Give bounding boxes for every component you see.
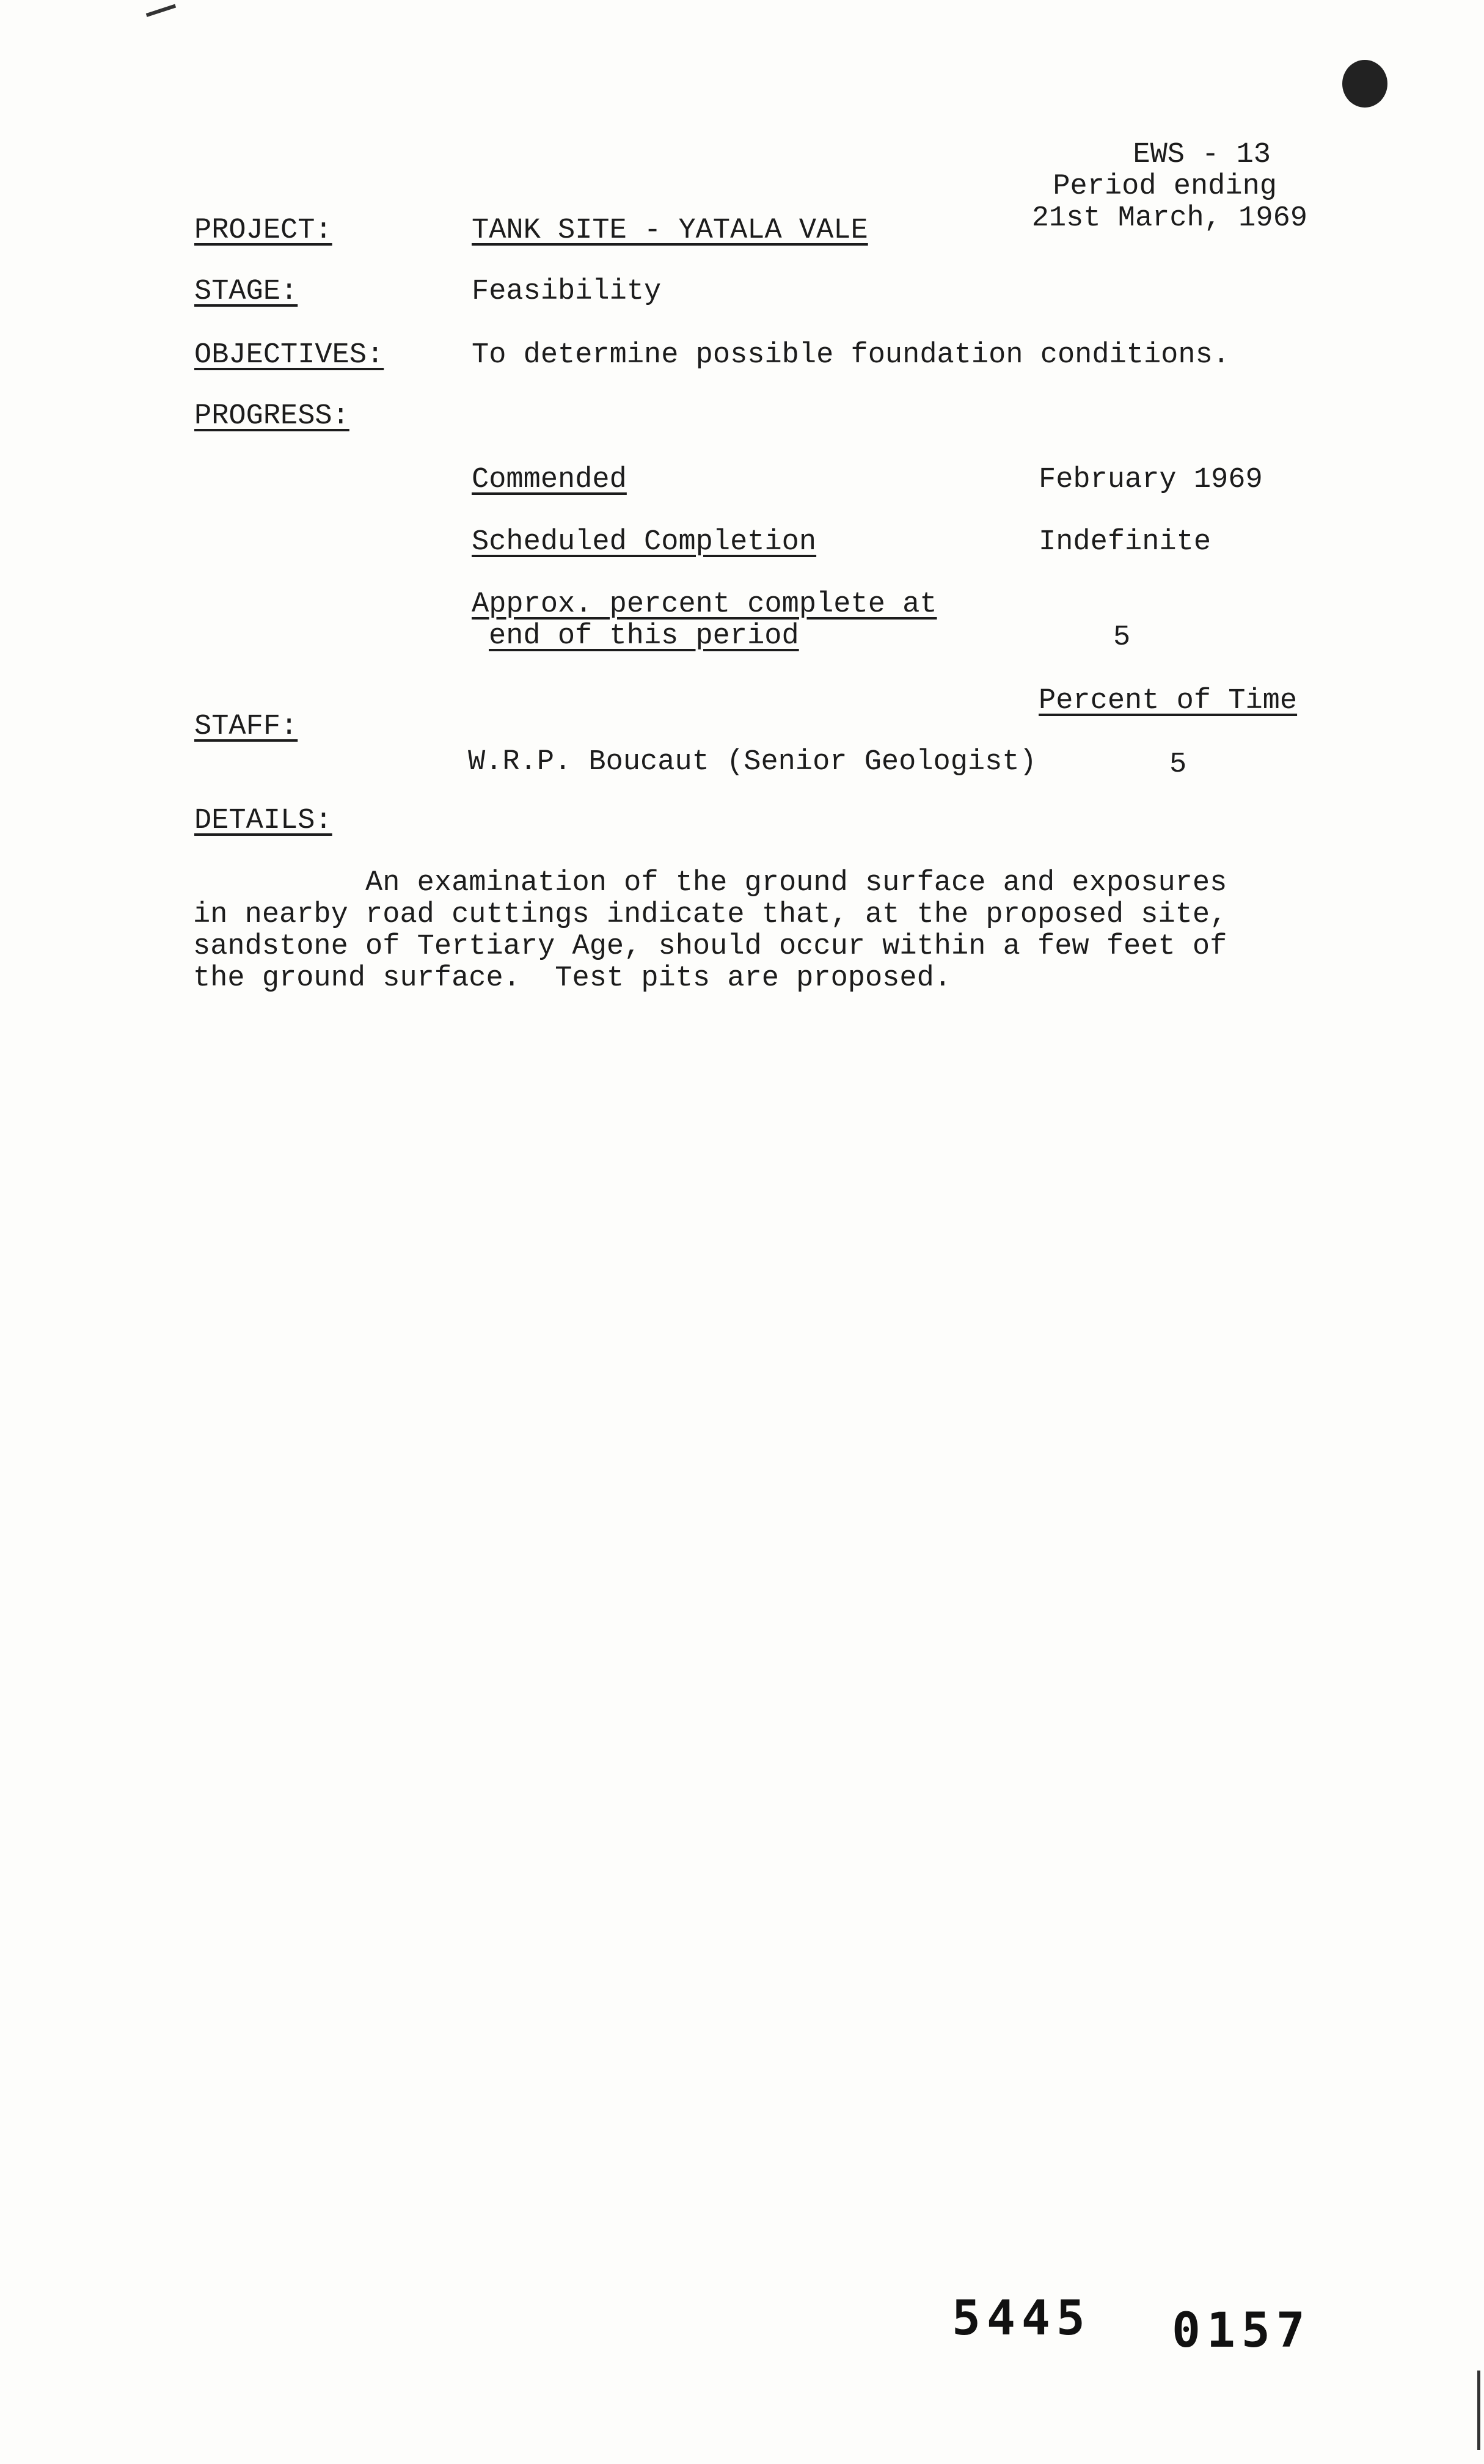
project-label: PROJECT: [194,214,332,247]
percent-of-time-header: Percent of Time [1039,685,1298,717]
percent-complete-label-line1: Approx. percent complete at [472,588,937,621]
stage-value: Feasibility [472,276,662,308]
corner-mark [146,4,178,23]
objectives-label: OBJECTIVES: [194,339,384,371]
details-line: An examination of the ground surface and exposures [193,867,1227,899]
staff-name: W.R.P. Boucaut (Senior Geologist) [468,746,1037,778]
commenced-value: February 1969 [1039,464,1263,496]
objectives-value: To determine possible foundation conditions. [472,339,1230,371]
details-line: sandstone of Tertiary Age, should occur within a few feet of [193,930,1227,963]
details-line: the ground surface. Test pits are proposed. [193,962,952,995]
progress-label: PROGRESS: [194,400,349,433]
commenced-label: Commended [472,464,627,496]
period-label: Period ending [1053,170,1277,203]
period-date: 21st March, 1969 [1031,202,1307,235]
staff-label: STAFF: [194,711,298,743]
stage-label: STAGE: [194,276,298,308]
details-paragraph [193,868,1329,995]
details-line: in nearby road cuttings indicate that, at the proposed site, [193,899,1227,931]
completion-value: Indefinite [1039,526,1212,558]
edge-mark [1477,2371,1480,2450]
punch-hole-mark [1342,60,1387,108]
report-header [1002,139,1307,235]
staff-time-value: 5 [1169,748,1187,781]
project-value: TANK SITE - YATALA VALE [472,214,868,247]
footer-number-b: 0157 [1172,2303,1311,2358]
percent-complete-label-line2: end of this period [489,620,799,653]
completion-label: Scheduled Completion [472,526,817,558]
percent-complete-value: 5 [1113,621,1131,654]
footer-number-a: 5445 [952,2291,1091,2346]
details-label: DETAILS: [194,805,332,837]
report-code: EWS - 13 [1133,139,1271,171]
